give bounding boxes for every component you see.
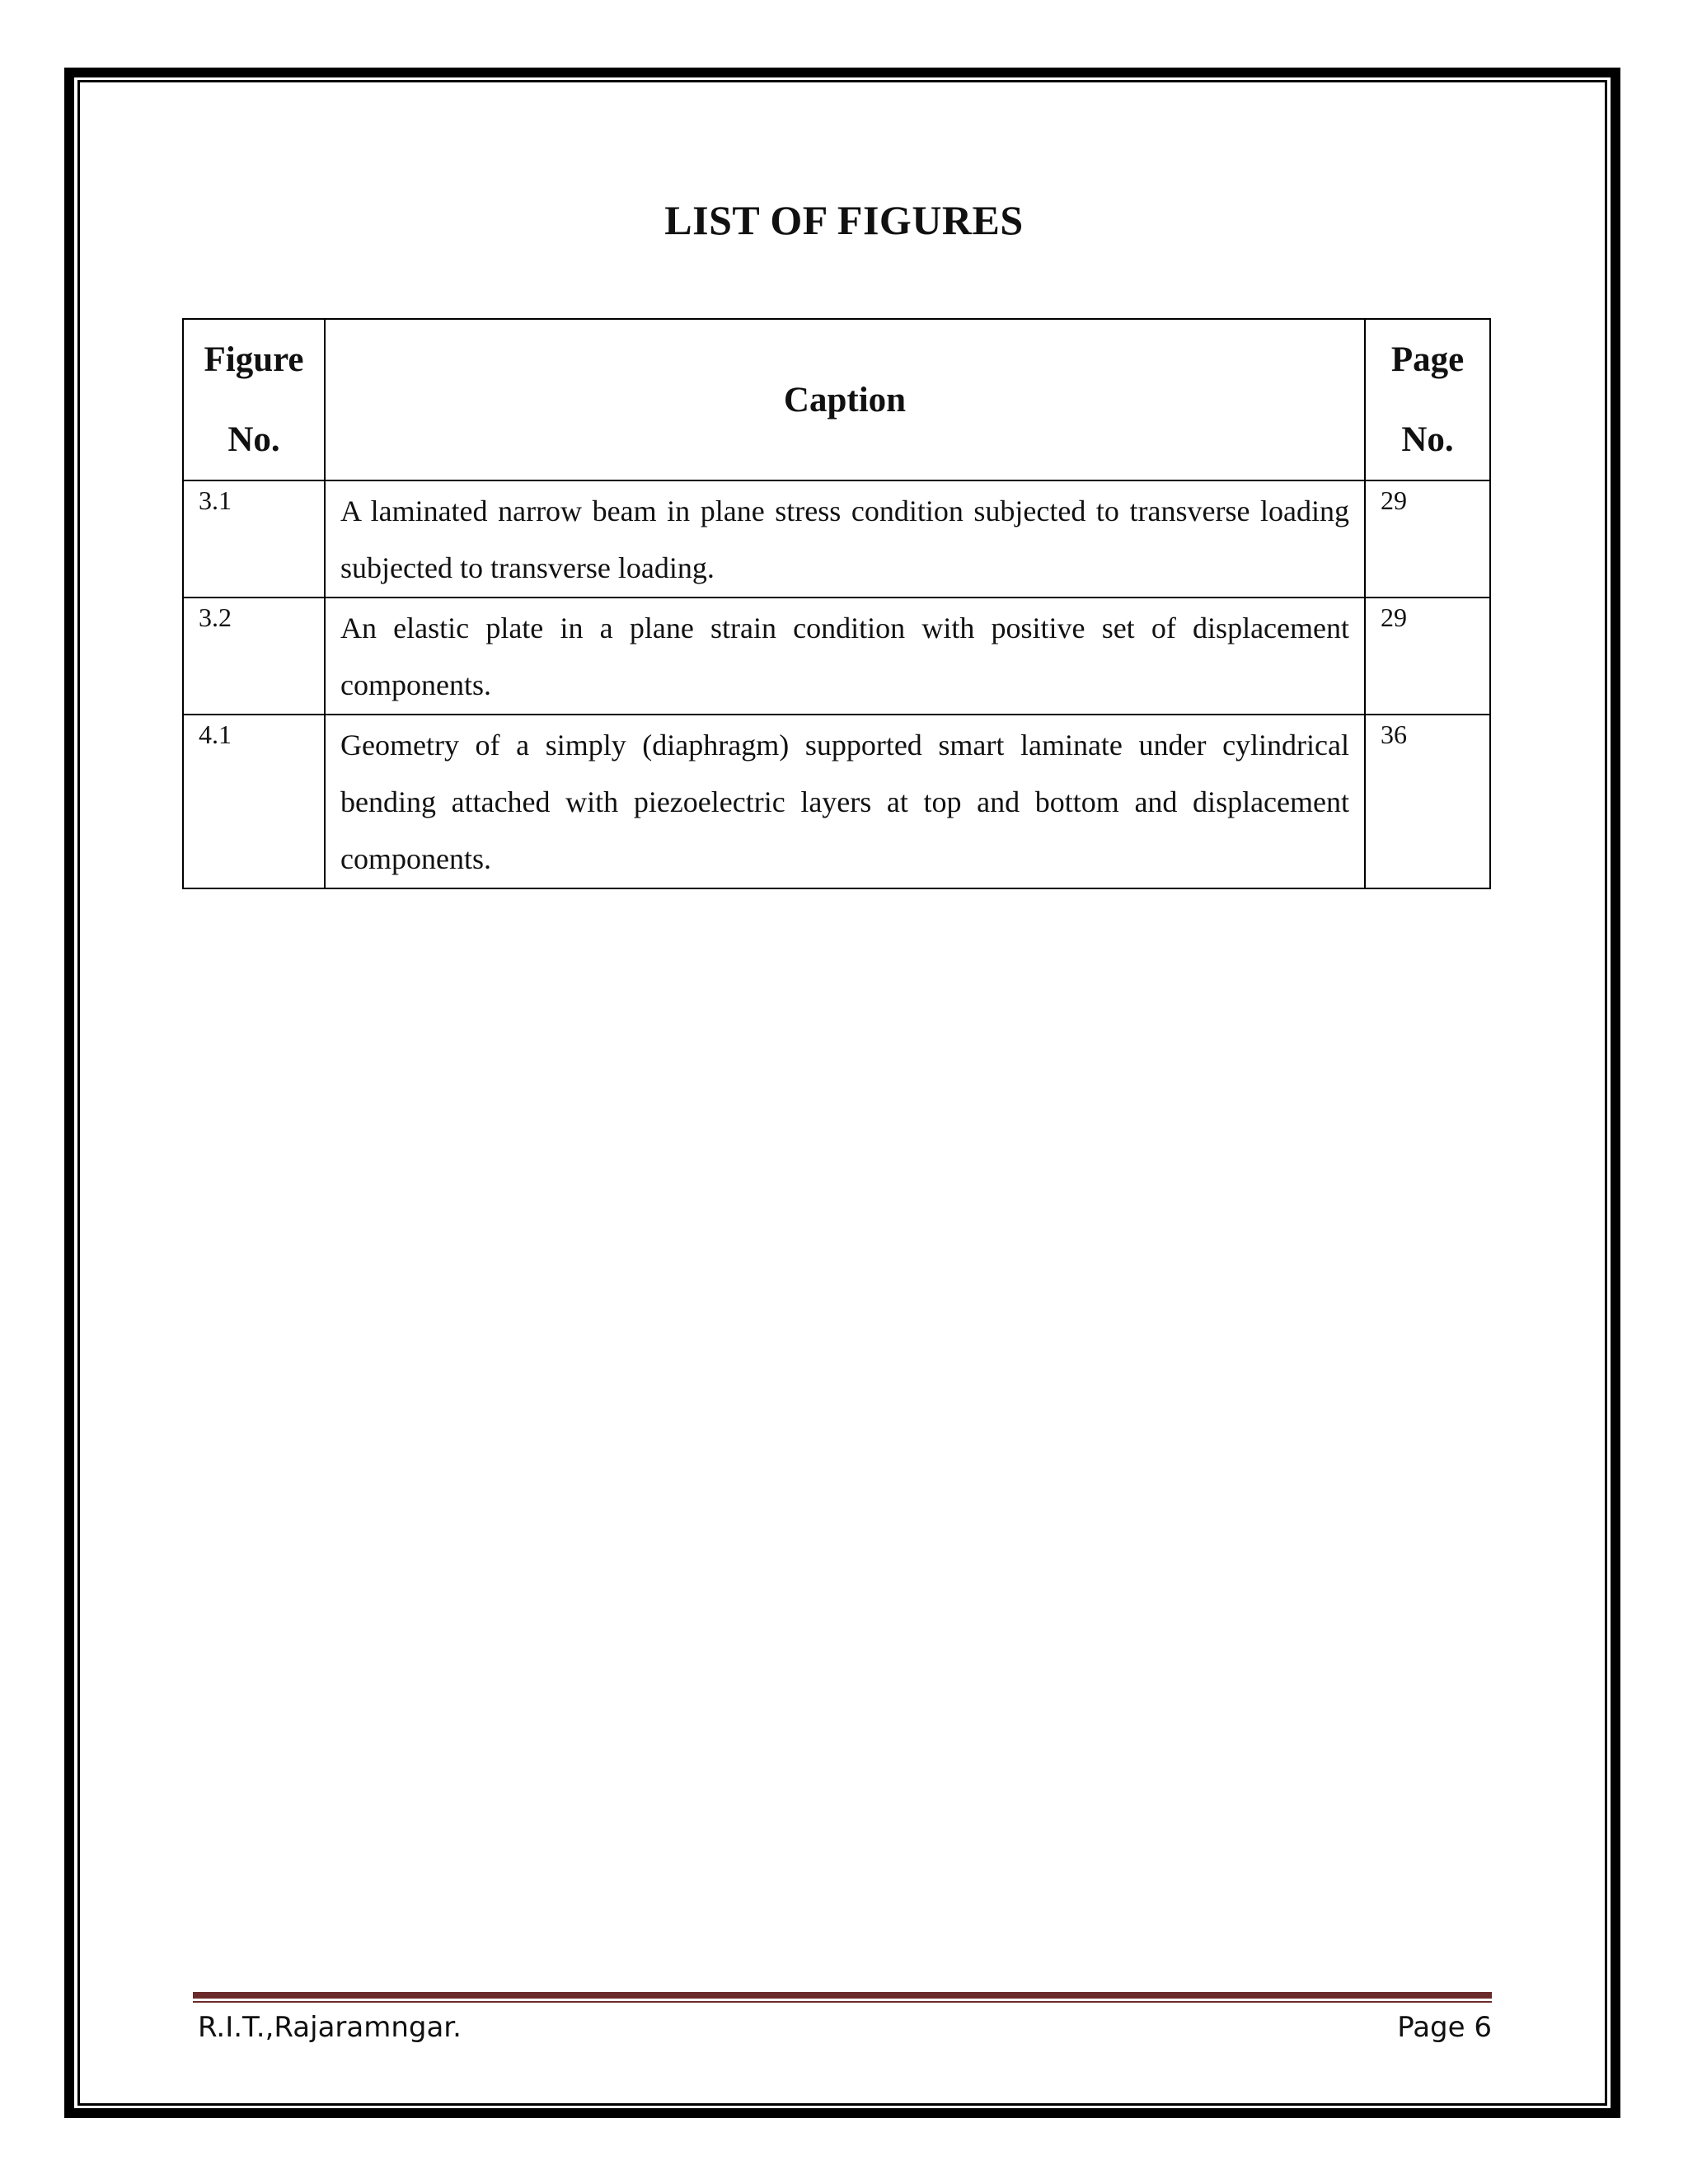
- footer-rule-thin: [193, 2001, 1492, 2003]
- table-row: [183, 480, 1490, 598]
- header-figure-no-line1: Figure: [204, 340, 304, 379]
- table-header-row: [183, 319, 1490, 480]
- footer-page-number: Page 6: [1397, 2011, 1492, 2044]
- figure-number: 3.2: [183, 598, 325, 715]
- figure-caption: Geometry of a simply (diaphragm) supported smart laminate under cylindrical bending attached with piezoelectric layers at top and bottom and displacement components.: [325, 715, 1365, 888]
- header-page-no: [1365, 319, 1490, 480]
- table-row: [183, 715, 1490, 888]
- page-number: 29: [1365, 598, 1490, 715]
- page-number: 29: [1365, 480, 1490, 598]
- table-row: [183, 598, 1490, 715]
- figure-caption: An elastic plate in a plane strain condition with positive set of displacement components.: [325, 598, 1365, 715]
- header-page-no-line1: Page: [1390, 340, 1465, 379]
- page-title: LIST OF FIGURES: [664, 197, 1024, 243]
- footer-institution: R.I.T.,Rajaramngar.: [198, 2011, 462, 2044]
- header-caption: Caption: [325, 319, 1365, 480]
- list-of-figures-table: [182, 318, 1491, 889]
- header-figure-no-line2: No.: [227, 420, 280, 459]
- header-figure-no: [183, 319, 325, 480]
- page-number: 36: [1365, 715, 1490, 888]
- header-page-no-line2: No.: [1401, 420, 1454, 459]
- figure-number: 4.1: [183, 715, 325, 888]
- footer-rule-thick: [193, 1992, 1492, 1999]
- figure-caption: A laminated narrow beam in plane stress condition subjected to transverse loading subjected to transverse loading.: [325, 480, 1365, 598]
- figure-number: 3.1: [183, 480, 325, 598]
